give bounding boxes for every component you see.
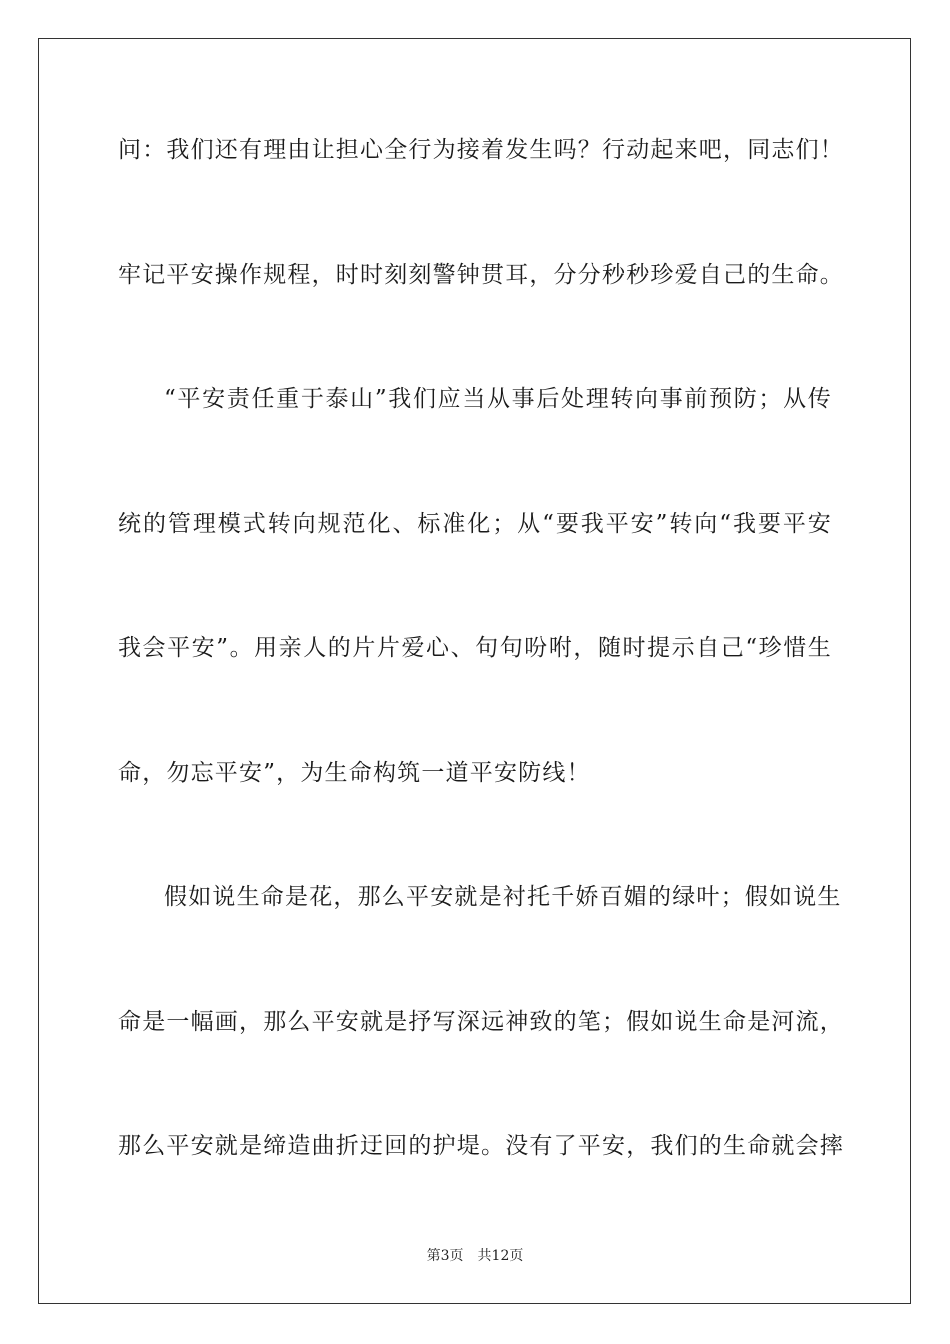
body-line-5: 我会平安”。用亲人的片片爱心、句句吩咐，随时提示自己“珍惜生 <box>118 635 832 661</box>
body-line-7: 假如说生命是花，那么平安就是衬托千娇百媚的绿叶；假如说生 <box>164 884 842 910</box>
page-footer <box>0 1246 950 1266</box>
body-line-9: 那么平安就是缔造曲折迂回的护堤。没有了平安，我们的生命就会摔 <box>118 1133 844 1159</box>
body-line-2: 牢记平安操作规程，时时刻刻警钟贯耳，分分秒秒珍爱自己的生命。 <box>118 262 844 288</box>
body-line-4: 统的管理模式转向规范化、标准化；从“要我平安”转向“我要平安 <box>118 511 832 537</box>
page-number: 第3页 <box>426 1248 464 1264</box>
body-line-6: 命，勿忘平安”，为生命构筑一道平安防线！ <box>118 760 591 786</box>
body-line-3: “平安责任重于泰山”我们应当从事后处理转向事前预防；从传 <box>164 386 832 412</box>
page-total: 共12页 <box>477 1248 524 1264</box>
body-line-1: 问：我们还有理由让担心全行为接着发生吗？行动起来吧，同志们！ <box>118 137 844 163</box>
page-frame <box>38 38 911 1304</box>
body-line-8: 命是一幅画，那么平安就是抒写深远神致的笔；假如说生命是河流， <box>118 1009 844 1035</box>
